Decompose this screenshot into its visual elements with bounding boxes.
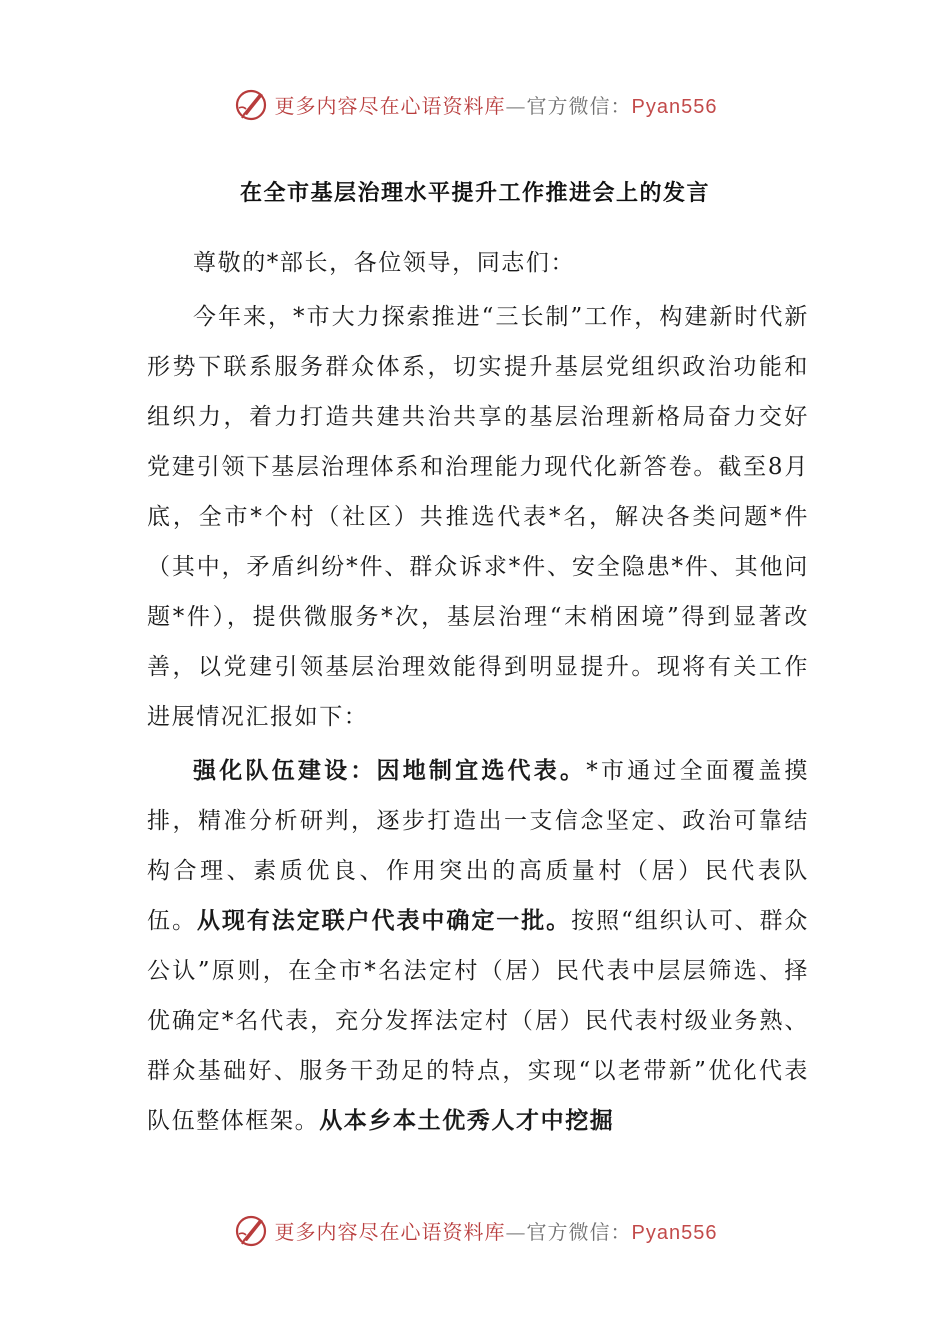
paragraph-team-building	[147, 746, 809, 1146]
watermark-main: 更多内容尽在心语资料库	[274, 1219, 506, 1244]
document-title: 在全市基层治理水平提升工作推进会上的发言	[239, 181, 710, 206]
section-heading: 强化队伍建设：因地制宜选代表。	[193, 758, 587, 784]
watermark-text	[275, 90, 718, 119]
watermark-text	[275, 1216, 718, 1245]
watermark-tail: 官方微信：	[526, 1219, 632, 1244]
section-text-1: *市通过全面覆盖摸排，精准分析研判，逐步打造出一支信念坚定、政治可靠结构合理、素质优良、作用突出的高质量村（居）民代表队伍。	[147, 758, 810, 934]
watermark-footer	[0, 1210, 950, 1250]
watermark-account: Pyan556	[631, 95, 718, 118]
quill-pen-logo-icon	[233, 86, 269, 122]
section-text-2: 按照“组织认可、群众公认”原则，在全市*名法定村（居）民代表中层层筛选、择优确定*名代表，充分发挥法定村（居）民代表村级业务熟、群众基础好、服务干劲足的特点，实现“以老带新”优化代表队伍整体框架。	[147, 908, 810, 1134]
watermark-dash: —	[505, 93, 527, 118]
watermark-main: 更多内容尽在心语资料库	[274, 93, 506, 118]
watermark-account: Pyan556	[631, 1221, 718, 1244]
watermark-tail: 官方微信：	[526, 93, 632, 118]
sub-heading-2: 从本乡本土优秀人才中挖掘	[319, 1108, 615, 1134]
sub-heading-1: 从现有法定联户代表中确定一批。	[196, 908, 572, 934]
salutation: 尊敬的*部长，各位领导，同志们：	[193, 250, 576, 276]
watermark-header	[0, 84, 950, 124]
quill-pen-logo-icon	[233, 1212, 269, 1248]
watermark-dash: —	[505, 1219, 527, 1244]
paragraph-intro: 今年来，*市大力探索推进“三长制”工作，构建新时代新形势下联系服务群众体系，切实提升基层党组织政治功能和组织力，着力打造共建共治共享的基层治理新格局奋力交好党建引领下基层治理体系和治理能力现代化新答卷。截至8月底，全市*个村（社区）共推选代表*名，解决各类问题*件（其中，矛盾纠纷*件、群众诉求*件、安全隐患*件、其他问题*件），提供微服务*次，基层治理“末梢困境”得到显著改善，以党建引领基层治理效能得到明显提升。现将有关工作进展情况汇报如下：	[147, 304, 809, 730]
document-body	[147, 238, 809, 1146]
